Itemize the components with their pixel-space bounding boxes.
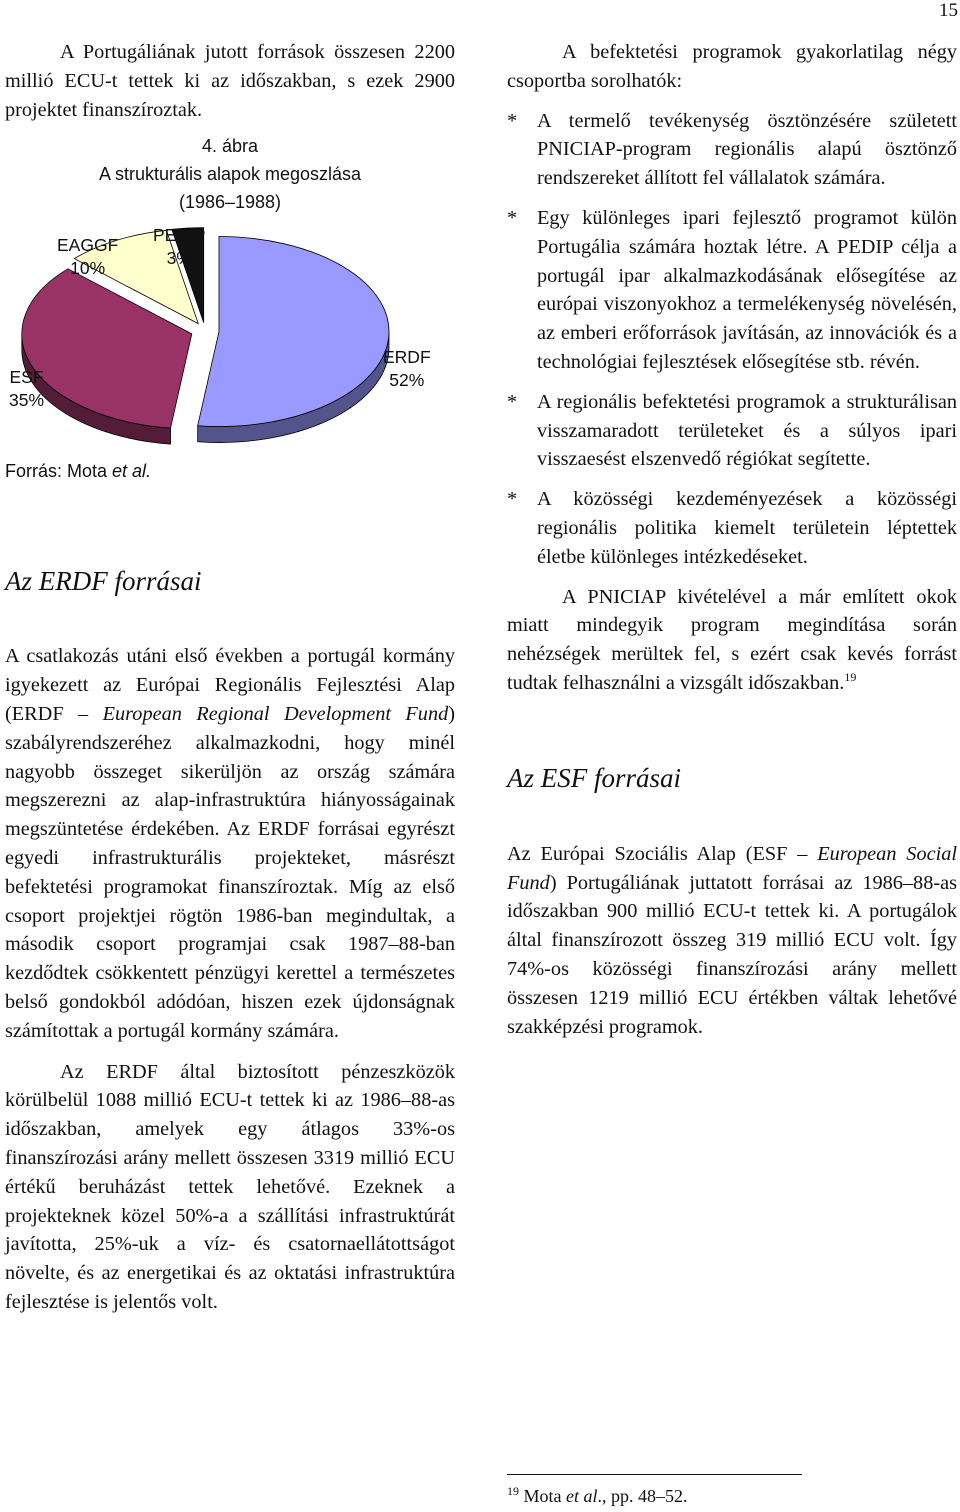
programs-lead: A befektetési programok gyakorlatilag négy csoportba sorolhatók:	[507, 41, 957, 92]
pie-chart	[5, 216, 455, 461]
left-column	[5, 38, 455, 1317]
right-column	[507, 38, 957, 1041]
footnote: $^{19}$ Mota et al., pp. 48–52.	[507, 1484, 688, 1506]
bullet-item: * A közösségi kezdeményezések a közösségi regionális politika kiemelt területein léptettek életbe különleges intézkedéseket.	[507, 488, 957, 568]
pie-slice-erdf	[198, 237, 389, 443]
erdf-paragraph-2: Az ERDF által biztosított pénzeszközök körülbelül 1088 millió ECU-t tettek ki az 1986–88-as időszakban, amelyek egy átlagos 33%-os finanszírozási arány mellett összesen 3319 millió ECU értékű beruházást tettek lehetővé. Ezeknek a projekteknek közel 50%-a a szállítási infrastruktúrát javította, 25%-uk a víz- és csatornaellátottságot növelte, és az energetikai és az oktatási infrastruktúra fejlesztése is jelentős volt.	[5, 1060, 455, 1313]
heading-erdf: Az ERDF forrásai	[5, 566, 202, 597]
label-erdf: ERDF 52%	[383, 347, 431, 391]
bullet-item: * Egy különleges ipari fejlesztő programot külön Portugália számára hoztak létre. A PEDIP célja a portugál ipar alkalmazkodásának elősegítése az európai viszonyokhoz a termelékenység növelésén, az emberi erőforrások javításán, az innovációk és a technológiai fejlesztések elősegítése stb. révén.	[507, 206, 957, 373]
figure-title: A strukturális alapok megoszlása	[98, 164, 362, 185]
footnote-divider	[507, 1474, 802, 1475]
label-esf: ESF 35%	[9, 367, 45, 411]
label-pedip: PEDIP 3%	[153, 225, 206, 269]
figure-source: Forrás: Mota et al.	[5, 461, 152, 482]
bullet-item: * A regionális befektetési programok a strukturálisan visszamaradott területeket és a súlyos ipari visszaesést elszenvedő régiókat segítette.	[507, 390, 957, 471]
label-eaggf: EAGGF 10%	[57, 235, 119, 279]
page-number: 15	[939, 0, 958, 21]
intro-paragraph: A Portugáliának jutott források összesen 2200 millió ECU-t tettek ki az időszakban, s ezek 2900 projektet finanszíroztak.	[5, 41, 455, 121]
figure-caption	[5, 132, 455, 216]
esf-paragraph: Az Európai Szociális Alap (ESF – European Social Fund) Portugáliának juttatott forrásai az 1986–88-as időszakban 900 millió ECU-t tettek ki. A portugálok által finanszírozott összeg 319 millió ECU volt. Így 74%-os közösségi finanszírozási arány mellett összesen 1219 millió ECU értékben váltak lehetővé szakképzési programok.	[507, 842, 957, 1038]
bullet-item: * A termelő tevékenység ösztönzésére született PNICIAP-program regionális alapú ösztönző rendszereket állított fel vállalatok számára.	[507, 109, 957, 190]
erdf-paragraph-1: A csatlakozás utáni első években a portugál kormány igyekezett az Európai Regionális Fejlesztési Alap (ERDF – European Regional Development Fund) szabályrendszeréhez alkalmazkodni, hogy minél nagyobb összeget sikerüljön az ország számára megszerezni az alap-infrastruktúra hiányosságainak megszüntetése érdekében. Az ERDF forrásai egyrészt egyedi infrastrukturális projekteket, másrészt befektetési programokat finanszíroztak. Míg az első csoport projektjei rögtön 1986-ban megindultak, a második csoport programjai csak 1987–88-ban kezdődtek csökkentett pénzügyi kerettel a természetes belső gondokból adódóan, hiszen ezek újdonságnak számítottak a portugál kormány számára.	[5, 645, 455, 1042]
pniciap-paragraph: A PNICIAP kivételével a már említett okok miatt mindegyik program megindítása során nehézségek merültek fel, s ezért csak kevés forrást tudtak felhasználni a vizsgált időszakban.$^{19}$	[507, 585, 957, 694]
footnote-ref: 19	[844, 670, 857, 685]
figure-period: (1986–1988)	[178, 192, 282, 213]
heading-esf: Az ESF forrásai	[507, 762, 682, 793]
figure-number: 4. ábra	[201, 136, 259, 157]
